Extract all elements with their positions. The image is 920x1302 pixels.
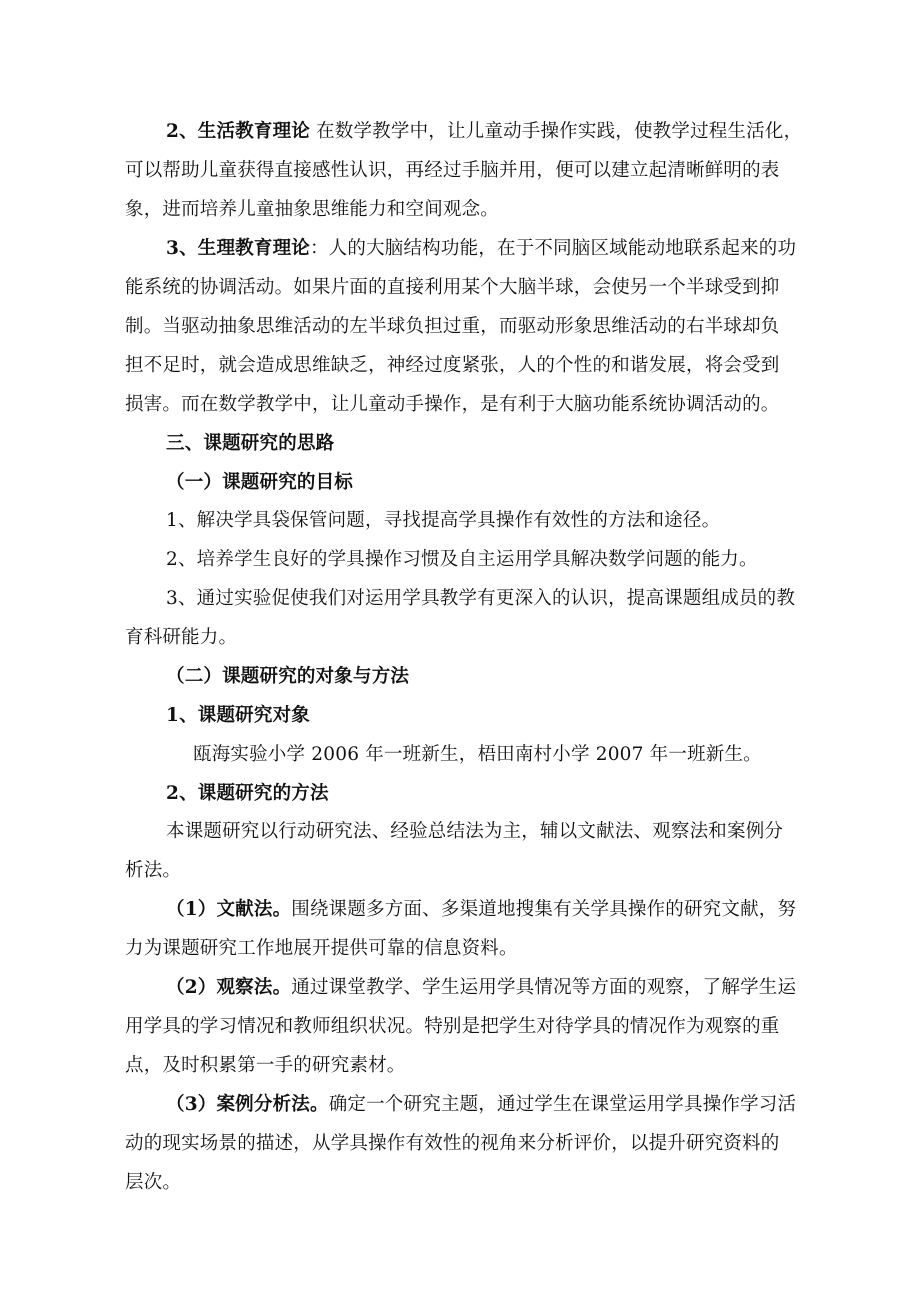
paragraph-2-text: 在数学教学中，让儿童动手操作实践，使教学过程生活化， [309,121,803,142]
research-object-heading: 1、课题研究对象 [166,705,310,726]
research-method-line-2: 析法。 [125,860,182,881]
paragraph-3-line-3: 制。当驱动抽象思维活动的左半球负担过重，而驱动形象思维活动的右半球却负 [125,316,780,337]
paragraph-3-line-1 [166,234,796,264]
research-method-line-1: 本课题研究以行动研究法、经验总结法为主，辅以文献法、观察法和案例分 [166,821,784,842]
research-object-text: 瓯海实验小学 2006 年一班新生，梧田南村小学 2007 年一班新生。 [193,744,762,765]
subsection-2-heading: （二）课题研究的对象与方法 [166,666,410,687]
method-1-line-2: 力为课题研究工作地展开提供可靠的信息资料。 [125,938,518,959]
method-2-heading: （2）观察法。 [166,977,292,998]
subsection-1-heading: （一）课题研究的目标 [166,472,354,493]
method-1-line-1 [166,895,796,925]
paragraph-3-text: ：人的大脑结构功能，在于不同脑区域能动地联系起来的功 [309,238,797,259]
goal-2: 2、培养学生良好的学具操作习惯及自主运用学具解决数学问题的能力。 [166,549,758,570]
method-3-heading: （3）案例分析法。 [166,1094,329,1115]
paragraph-2-line-3: 象，进而培养儿童抽象思维能力和空间观念。 [125,199,500,220]
method-3-text: 确定一个研究主题，通过学生在课堂运用学具操作学习活 [328,1094,797,1115]
paragraph-3-line-5: 损害。而在数学教学中，让儿童动手操作，是有利于大脑功能系统协调活动的。 [125,394,780,415]
method-2-line-1 [166,973,796,1003]
paragraph-3-line-4: 担不足时，就会造成思维缺乏，神经过度紧张，人的个性的和谐发展，将会受到 [125,355,780,376]
research-method-heading: 2、课题研究的方法 [166,783,329,804]
goal-1: 1、解决学具袋保管问题，寻找提高学具操作有效性的方法和途径。 [166,510,721,531]
method-2-text: 通过课堂教学、学生运用学具情况等方面的观察，了解学生运 [291,977,797,998]
paragraph-2-line-1 [166,117,802,147]
paragraph-2-heading: 2、生活教育理论 [166,121,310,142]
goal-3-line-1: 3、通过实验促使我们对运用学具教学有更深入的认识，提高课题组成员的教 [166,588,796,609]
paragraph-3-line-2: 能系统的协调活动。如果片面的直接利用某个大脑半球，会使另一个半球受到抑 [125,277,780,298]
method-3-line-1 [166,1090,796,1120]
paragraph-2-line-2: 可以帮助儿童获得直接感性认识，再经过手脑并用，便可以建立起清晰鲜明的表 [125,160,780,181]
method-3-line-3: 层次。 [125,1172,182,1193]
method-3-line-2: 动的现实场景的描述，从学具操作有效性的视角来分析评价，以提升研究资料的 [125,1133,780,1154]
paragraph-3-heading: 3、生理教育理论 [166,238,310,259]
method-2-line-3: 点，及时积累第一手的研究素材。 [125,1055,406,1076]
section-3-heading: 三、课题研究的思路 [166,433,335,454]
method-2-line-2: 用学具的学习情况和教师组织状况。特别是把学生对待学具的情况作为观察的重 [125,1016,780,1037]
method-1-text: 围绕课题多方面、多渠道地搜集有关学具操作的研究文献，努 [291,899,797,920]
goal-3-line-2: 育科研能力。 [125,627,238,648]
method-1-heading: （1）文献法。 [166,899,292,920]
